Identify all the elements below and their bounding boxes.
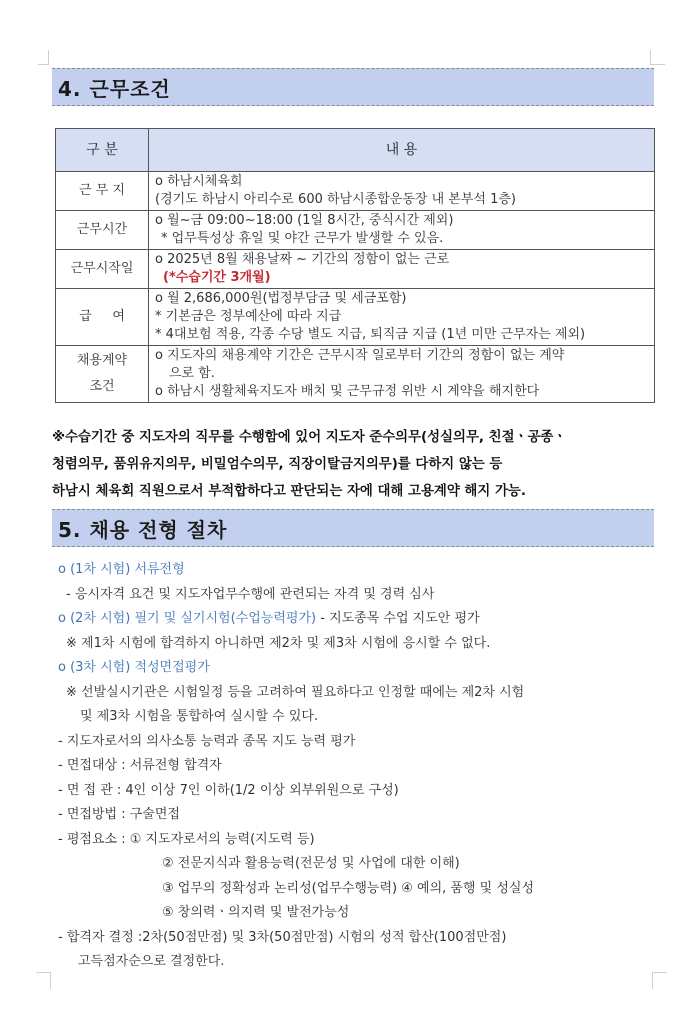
notice-line: 청렴의무, 품위유지의무, 비밀엄수의무, 직장이탈금지의무)를 다하지 않는 등 [52, 457, 503, 472]
content-line: (경기도 하남시 아리수로 600 하남시종합운동장 내 본부석 1층) [155, 192, 516, 207]
stage3-interviewers: - 면 접 관 : 4인 이상 7인 이하(1/2 이상 외부위원으로 구성) [58, 782, 399, 798]
probation-note: (*수습기간 3개월) [163, 270, 271, 285]
content-line: o 하남시 생활체육지도자 배치 및 근무규정 위반 시 계약을 해지한다 [155, 384, 540, 399]
label-line: 채용계약 [76, 353, 128, 368]
header-category: 구 분 [56, 129, 149, 172]
row-content [149, 211, 655, 250]
content-line: * 4대보험 적용, 각종 수당 별도 지급, 퇴직금 지급 (1년 미만 근무자는 제외) [155, 327, 586, 342]
content-line: o 지도자의 채용계약 기간은 근무시작 일로부터 기간의 정함이 없는 계약 [155, 348, 565, 363]
table-row-hours [56, 211, 655, 250]
table-row-salary [56, 289, 655, 346]
stage2-title-line [58, 607, 658, 632]
label-line: 조건 [89, 379, 115, 394]
criteria-item: ③ 업무의 정확성과 논리성(업무수행능력) ④ 예의, 품행 및 성실성 [162, 880, 535, 896]
selection-procedure [58, 558, 658, 975]
notice-line: ※수습기간 중 지도자의 직무를 수행함에 있어 지도자 준수의무(성실의무, 친절ㆍ공종ㆍ [52, 430, 567, 445]
row-content [149, 289, 655, 346]
stage1-title: o (1차 시험) 서류전형 [58, 562, 185, 577]
row-content [149, 250, 655, 289]
criteria-item: ⑤ 창의력ㆍ의지력 및 발전가능성 [162, 905, 350, 920]
stage3-method: - 면접방법 : 구술면접 [58, 807, 180, 822]
criteria-item: ② 전문지식과 활용능력(전문성 및 사업에 대한 이해) [162, 856, 460, 871]
criteria-item: ① 지도자로서의 능력(지도력 등) [129, 831, 315, 847]
stage3-eval: - 지도자로서의 의사소통 능력과 종목 지도 능력 평가 [58, 733, 356, 749]
stage3-target: - 면접대상 : 서류전형 합격자 [58, 758, 222, 773]
stage3-note-2: 및 제3차 시험을 통합하여 실시할 수 있다. [80, 709, 319, 724]
criteria-label: - 평점요소 : [58, 831, 130, 847]
row-label: 근 무 지 [56, 172, 149, 211]
row-content [149, 346, 655, 403]
table-row-start-date [56, 250, 655, 289]
content-line: * 업무특성상 휴일 및 야간 근무가 발생할 수 있음. [161, 231, 444, 246]
row-label: 급 여 [56, 289, 149, 346]
row-label: 근무시작일 [56, 250, 149, 289]
content-line: o 하남시체육회 [155, 174, 243, 189]
stage2-title: o (2차 시험) 필기 및 실기시험(수업능력평가) [58, 611, 317, 626]
content-line: o 2025년 8월 채용날짜 ~ 기간의 정함이 없는 근로 [155, 252, 450, 267]
content-line: o 월 2,686,000원(법정부담금 및 세금포함) [155, 291, 407, 306]
section-5-heading: 5. 채용 전형 절차 [52, 509, 654, 547]
section-4-heading: 4. 근무조건 [52, 68, 654, 106]
content-line: o 월~금 09:00~18:00 (1일 8시간, 중식시간 제외) [155, 213, 454, 228]
page-corner-mark-bottom-left [36, 972, 51, 989]
page-corner-mark-top-left [38, 50, 49, 65]
stage3-criteria-line-1 [58, 828, 658, 853]
content-line: * 기본금은 정부예산에 따라 지급 [155, 309, 342, 324]
work-conditions-table [55, 128, 655, 403]
page-corner-mark-bottom-right [652, 972, 667, 989]
decision-line-2: 고득점자순으로 결정한다. [78, 954, 225, 969]
row-content [149, 172, 655, 211]
decision-line-1: - 합격자 결정 :2차(50점만점) 및 3차(50점만점) 시험의 성적 합산(100점만점) [58, 929, 507, 945]
stage1-desc: - 응시자격 요건 및 지도자업무수행에 관련되는 자격 및 경력 심사 [66, 586, 435, 602]
probation-notice [52, 424, 662, 505]
content-line: 으로 함. [169, 366, 215, 381]
stage2-note: ※ 제1차 시험에 합격하지 아니하면 제2차 및 제3차 시험에 응시할 수 없다. [66, 635, 491, 651]
row-label [56, 346, 149, 403]
notice-line: 하남시 체육회 직원으로서 부적합하다고 판단되는 자에 대해 고용계약 해지 가능. [52, 484, 526, 499]
row-label: 근무시간 [56, 211, 149, 250]
stage3-title: o (3차 시험) 적성면접평가 [58, 660, 210, 675]
header-content: 내 용 [149, 129, 655, 172]
table-header-row [56, 129, 655, 172]
stage2-suffix: - 지도종목 수업 지도안 평가 [316, 611, 480, 626]
stage3-note-1: ※ 선발실시기관은 시험일정 등을 고려하여 필요하다고 인정할 때에는 제2차 시험 [66, 684, 525, 700]
page-corner-mark-top-right [650, 50, 665, 65]
table-row-contract [56, 346, 655, 403]
table-row-workplace [56, 172, 655, 211]
